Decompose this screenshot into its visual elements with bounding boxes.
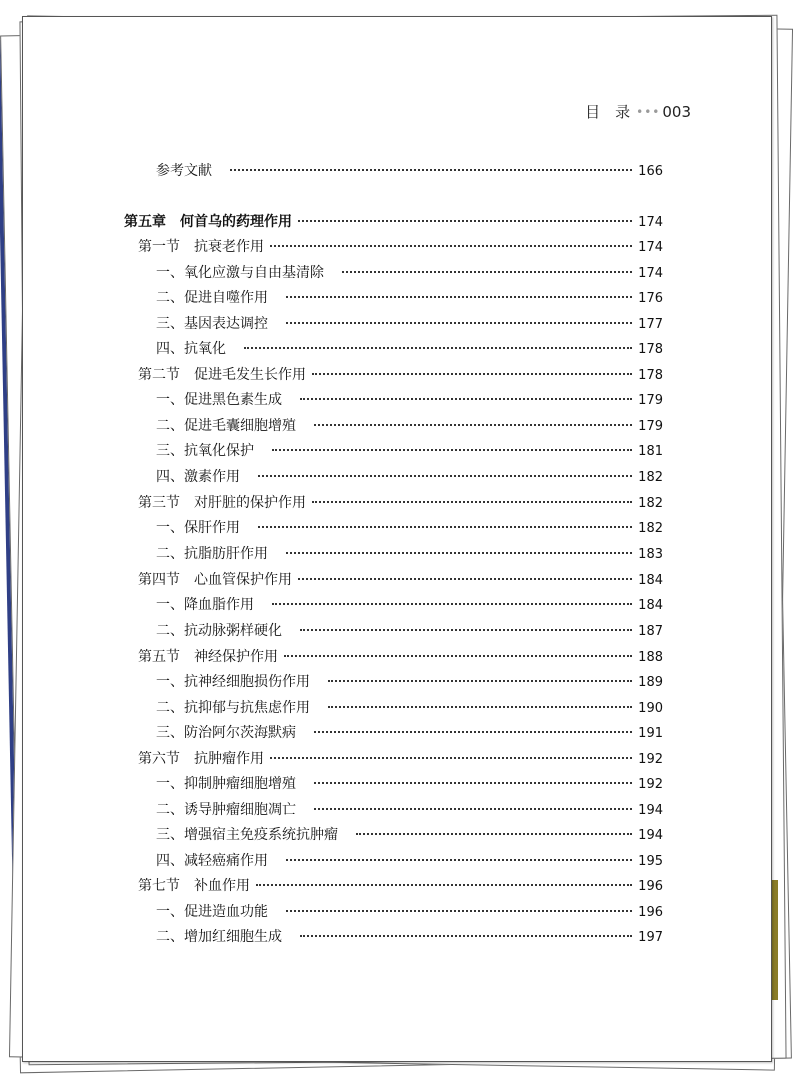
dot-leader: [298, 220, 632, 222]
toc-entry-page-number: 184: [638, 573, 663, 588]
toc-entry-page-number: 174: [638, 215, 663, 230]
toc-item-entry: [156, 594, 663, 616]
dot-leader: [244, 347, 632, 349]
toc-entry-page-number: 182: [638, 521, 663, 536]
toc-entry-title: 二、促进毛囊细胞增殖: [156, 418, 296, 434]
toc-section-entry: [138, 236, 663, 258]
toc-entry-page-number: 166: [638, 164, 663, 179]
dot-leader: [286, 552, 632, 554]
toc-item-entry: [156, 722, 663, 744]
toc-item-entry: [156, 773, 663, 795]
toc-item-entry: [156, 926, 663, 948]
toc-entry-title: 三、增强宿主免疫系统抗肿瘤: [156, 827, 338, 843]
dot-leader: [314, 782, 632, 784]
toc-item-entry: [156, 389, 663, 411]
toc-entry-page-number: 194: [638, 803, 663, 818]
toc-item-entry: [156, 338, 663, 360]
toc-entry-page-number: 179: [638, 419, 663, 434]
dot-leader: [356, 833, 632, 835]
toc-item-entry: [156, 543, 663, 565]
dot-leader: [286, 322, 632, 324]
dot-leader: [314, 808, 632, 810]
toc-entry-page-number: 191: [638, 726, 663, 741]
dot-leader: [272, 603, 632, 605]
toc-entry-page-number: 192: [638, 752, 663, 767]
toc-item-entry: [156, 901, 663, 923]
dot-leader: [270, 757, 632, 759]
toc-entry-page-number: 174: [638, 266, 663, 281]
toc-entry-page-number: 192: [638, 777, 663, 792]
toc-entry-page-number: 184: [638, 598, 663, 613]
toc-entry-title: 一、抑制肿瘤细胞增殖: [156, 776, 296, 792]
toc-section-entry: [138, 569, 663, 591]
toc-entry-title: 第五章 何首乌的药理作用: [124, 214, 292, 230]
toc-entry-title: 三、防治阿尔茨海默病: [156, 725, 296, 741]
toc-item-entry: [156, 313, 663, 335]
toc-item-entry: [156, 466, 663, 488]
toc-entry-title: 一、抗神经细胞损伤作用: [156, 674, 310, 690]
toc-item-entry: [156, 415, 663, 437]
dot-leader: [300, 398, 632, 400]
toc-section-entry: [138, 492, 663, 514]
running-head-title: 目 录: [585, 103, 631, 121]
toc-entry-page-number: 190: [638, 701, 663, 716]
toc-entry-page-number: 188: [638, 650, 663, 665]
toc-item-entry: [156, 697, 663, 719]
dot-leader: [342, 271, 632, 273]
dot-leader: [300, 935, 632, 937]
toc-entry-page-number: 176: [638, 291, 663, 306]
toc-item-entry: [156, 160, 663, 182]
running-head-page-number: 003: [662, 102, 691, 121]
dot-leader: [256, 884, 632, 886]
dot-leader: [300, 629, 632, 631]
toc-entry-title: 第六节 抗肿瘤作用: [138, 751, 264, 767]
toc-entry-title: 第四节 心血管保护作用: [138, 572, 292, 588]
toc-item-entry: [156, 440, 663, 462]
toc-entry-page-number: 187: [638, 624, 663, 639]
toc-entry-title: 三、基因表达调控: [156, 316, 268, 332]
dot-leader: [270, 245, 632, 247]
toc-entry-title: 一、氧化应激与自由基清除: [156, 265, 324, 281]
toc-entry-page-number: 174: [638, 240, 663, 255]
dot-leader: [284, 655, 632, 657]
toc-chapter-entry: [124, 211, 663, 233]
toc-item-entry: [156, 620, 663, 642]
toc-item-entry: [156, 799, 663, 821]
toc-entry-title: 四、减轻癌痛作用: [156, 853, 268, 869]
toc-entry-page-number: 179: [638, 393, 663, 408]
dot-leader: [272, 449, 632, 451]
toc-entry-title: 一、降血脂作用: [156, 597, 254, 613]
dot-leader: [258, 475, 632, 477]
toc-entry-title: 第一节 抗衰老作用: [138, 239, 264, 255]
dot-leader: [312, 501, 632, 503]
toc-entry-title: 二、增加红细胞生成: [156, 929, 282, 945]
dot-leader: [312, 373, 632, 375]
toc-entry-page-number: 177: [638, 317, 663, 332]
toc-item-entry: [156, 287, 663, 309]
dot-leader: [328, 680, 632, 682]
dot-leader: [286, 859, 632, 861]
toc-entry-title: 四、抗氧化: [156, 341, 226, 357]
toc-entry-page-number: 194: [638, 828, 663, 843]
toc-item-entry: [156, 517, 663, 539]
toc-section-entry: [138, 364, 663, 386]
dot-leader: [286, 910, 632, 912]
toc-item-entry: [156, 262, 663, 284]
toc-section-entry: [138, 646, 663, 668]
toc-entry-page-number: 195: [638, 854, 663, 869]
toc-entry-page-number: 196: [638, 879, 663, 894]
running-head-dots: •••: [636, 104, 661, 119]
toc-entry-page-number: 182: [638, 496, 663, 511]
dot-leader: [286, 296, 632, 298]
toc-item-entry: [156, 850, 663, 872]
toc-entry-page-number: 178: [638, 342, 663, 357]
toc-entry-page-number: 189: [638, 675, 663, 690]
toc-item-entry: [156, 824, 663, 846]
toc-entry-title: 一、促进造血功能: [156, 904, 268, 920]
toc-item-entry: [156, 671, 663, 693]
toc-entry-page-number: 181: [638, 444, 663, 459]
toc-entry-page-number: 196: [638, 905, 663, 920]
toc-entry-title: 二、抗动脉粥样硬化: [156, 623, 282, 639]
toc-section-entry: [138, 748, 663, 770]
dot-leader: [328, 706, 632, 708]
dot-leader: [314, 731, 632, 733]
toc-entry-page-number: 178: [638, 368, 663, 383]
toc-entry-title: 四、激素作用: [156, 469, 240, 485]
dot-leader: [230, 169, 632, 171]
toc-section-entry: [138, 875, 663, 897]
toc-entry-title: 二、抗抑郁与抗焦虑作用: [156, 700, 310, 716]
toc-entry-title: 二、抗脂肪肝作用: [156, 546, 268, 562]
dot-leader: [258, 526, 632, 528]
toc-entry-title: 一、促进黑色素生成: [156, 392, 282, 408]
toc-page: [22, 16, 772, 1062]
toc-entry-page-number: 183: [638, 547, 663, 562]
toc-entry-title: 第七节 补血作用: [138, 878, 250, 894]
toc-entry-title: 二、促进自噬作用: [156, 290, 268, 306]
toc-entry-title: 第二节 促进毛发生长作用: [138, 367, 306, 383]
toc-entry-title: 二、诱导肿瘤细胞凋亡: [156, 802, 296, 818]
toc-entry-page-number: 197: [638, 930, 663, 945]
toc-entry-title: 第五节 神经保护作用: [138, 649, 278, 665]
toc-entry-title: 参考文献: [156, 163, 212, 179]
table-of-contents: [23, 17, 771, 1061]
toc-entry-page-number: 182: [638, 470, 663, 485]
dot-leader: [298, 578, 632, 580]
toc-entry-title: 一、保肝作用: [156, 520, 240, 536]
toc-entry-title: 三、抗氧化保护: [156, 443, 254, 459]
toc-entry-title: 第三节 对肝脏的保护作用: [138, 495, 306, 511]
dot-leader: [314, 424, 632, 426]
